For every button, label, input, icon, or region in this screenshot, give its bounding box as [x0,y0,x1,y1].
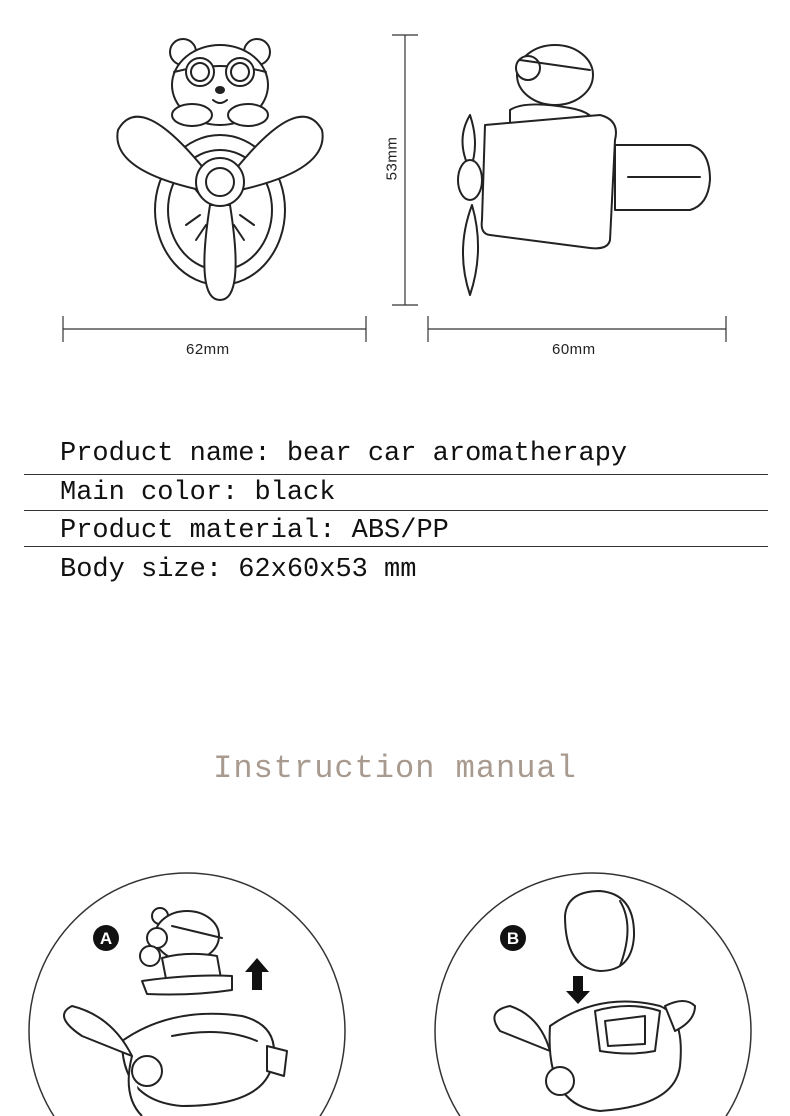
front-width-label: 62mm [186,341,230,358]
arrow-up-icon [245,958,269,990]
side-width-label: 60mm [552,341,596,358]
spec-main-color [24,477,768,509]
spec-value: black [254,478,336,508]
spec-label: Body size: [60,555,223,585]
spec-divider [24,510,768,511]
step-b-illustration [430,866,760,1116]
spec-body-size [24,554,768,586]
height-dimension-label: 53mm [383,136,401,181]
spec-label: Product name: [60,439,271,469]
spec-label: Product material: [60,516,336,546]
spec-material [24,515,768,547]
arrow-down-icon [566,976,590,1004]
spec-divider [24,474,768,475]
side-view-drawing [450,30,750,310]
step-a-badge-letter: A [99,929,113,948]
front-view-drawing [100,30,400,310]
spec-value: ABS/PP [351,516,449,546]
spec-value: 62x60x53 mm [238,555,417,585]
spec-divider [24,546,768,547]
side-width-dimension-line [425,314,730,344]
manual-title: Instruction manual [213,750,577,787]
spec-value: bear car aromatherapy [286,439,628,469]
step-b-badge-letter: B [506,929,520,948]
step-a-illustration [22,866,352,1116]
spec-label: Main color: [60,478,239,508]
spec-product-name [24,438,768,470]
front-width-dimension-line [60,314,370,344]
